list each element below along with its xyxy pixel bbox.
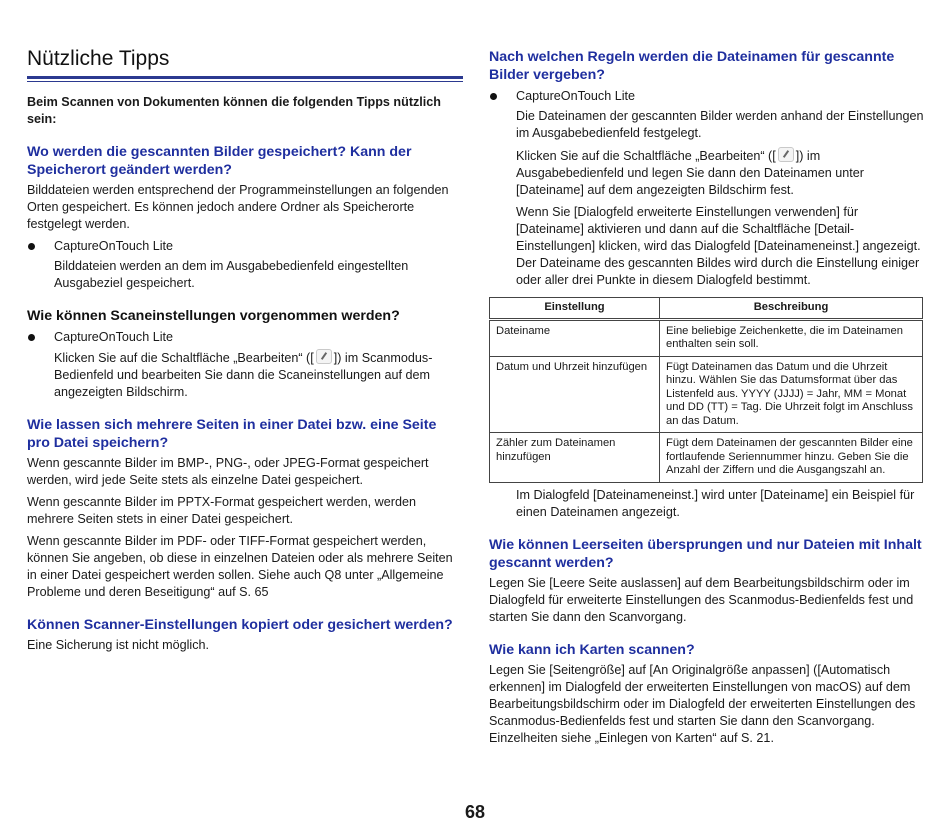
left-column — [27, 46, 463, 659]
paragraph — [27, 349, 463, 401]
edit-pencil-icon — [316, 349, 332, 364]
paragraph: Wenn gescannte Bilder im PDF- oder TIFF-Format gespeichert werden, können Sie angeben, ob diese in einzelnen Dateien oder als mehrere Seiten in einer Datei gespeichert werden sollen. Siehe auch Q8 unter „Allgemeine Probleme und deren Beseitigung“ auf S. 65 — [27, 534, 453, 599]
page-number: 68 — [464, 802, 486, 822]
paragraph: Bilddateien werden entsprechend der Programmeinstellungen an folgenden Orten gespeichert. Es können jedoch andere Ordner als Speicherorte festgelegt werden. — [27, 183, 449, 231]
paragraph: Wenn gescannte Bilder im PPTX-Format gespeichert werden, werden mehrere Seiten stets in einer Datei gespeichert. — [27, 495, 416, 526]
table-header-row — [490, 298, 923, 320]
paragraph: Die Dateinamen der gescannten Bilder werden anhand der Einstellungen im Ausgabebedienfeld festgelegt. — [516, 109, 924, 140]
bullet-dot-icon — [28, 243, 35, 250]
table-cell: Fügt dem Dateinamen der gescannten Bilder eine fortlaufende Seriennummer hinzu. Geben Sie die Anzahl der Ziffern und die Ausgangszahl an. — [660, 433, 923, 483]
intro-text: Beim Scannen von Dokumenten können die folgenden Tipps nützlich sein: — [27, 95, 442, 126]
section-file-names — [489, 48, 925, 521]
paragraph — [489, 147, 925, 199]
table-row — [490, 433, 923, 483]
title-rule-thin — [27, 81, 463, 82]
section-storage-location — [27, 143, 463, 292]
table-header-cell: Einstellung — [490, 298, 660, 320]
bullet-label: CaptureOnTouch Lite — [54, 239, 174, 253]
paragraph: Eine Sicherung ist nicht möglich. — [27, 638, 210, 652]
table-cell: Fügt Dateinamen das Datum und die Uhrzeit hinzu. Wählen Sie das Datumsformat über das Listenfeld aus. YYYY (JJJJ) = Jahr, MM = Monat und DD (TT) = Tag. Die Uhrzeit folgt im Anschluss an das Datum. — [660, 356, 923, 433]
paragraph: Wenn Sie [Dialogfeld erweiterte Einstellungen verwenden] für [Dateiname] aktivieren und dann auf die Schaltfläche [Detail-Einstellungen] klicken, wird das Dialogfeld [Dateinameneinst.] angezeigt. Der Dateiname des gescannten Bildes wird durch die Einstellung einiger oder aller drei Punkte in diesem Dialogfeld bestimmt. — [516, 205, 921, 287]
section-heading: Wie können Scaneinstellungen vorgenommen werden? — [27, 308, 400, 324]
section-heading: Wie kann ich Karten scannen? — [489, 641, 695, 658]
text-run: ]) im Scanmodus-Bedienfeld und bearbeiten Sie dann die Scaneinstellungen auf dem angezeigten Bildschirm. — [54, 351, 433, 399]
table-cell: Eine beliebige Zeichenkette, die im Dateinamen enthalten sein soll. — [660, 319, 923, 356]
paragraph: Legen Sie [Seitengröße] auf [An Originalgröße anpassen] ([Automatisch erkennen] im Dialogfeld der erweiterten Einstellungen von macOS) auf dem Bearbeitungsbildschirm oder im Dialogfeld der erweiterten Einstellungen des Scanmodus-Bedienfelds fest und starten Sie dann den Scanvorgang. Einzelheiten siehe „Einlegen von Karten“ auf S. 21. — [489, 662, 916, 745]
section-scan-cards — [489, 641, 925, 747]
section-heading: Wie lassen sich mehrere Seiten in einer Datei bzw. eine Seite pro Datei speichern? — [27, 417, 437, 451]
section-heading: Nach welchen Regeln werden die Dateinamen für gescannte Bilder vergeben? — [489, 49, 895, 83]
bullet-dot-icon — [28, 334, 35, 341]
title-rule-thick — [27, 76, 463, 79]
table-row — [490, 319, 923, 356]
filename-settings-table — [489, 297, 923, 483]
bullet-label: CaptureOnTouch Lite — [54, 330, 174, 344]
table-cell: Zähler zum Dateinamen hinzufügen — [490, 433, 660, 483]
paragraph: Bilddateien werden an dem im Ausgabebedienfeld eingestellten Ausgabeziel gespeichert. — [54, 259, 409, 290]
paragraph: Im Dialogfeld [Dateinameneinst.] wird unter [Dateiname] ein Beispiel für einen Dateinamen angezeigt. — [516, 487, 915, 519]
bullet-item — [489, 88, 925, 105]
section-backup — [27, 616, 463, 654]
bullet-label: CaptureOnTouch Lite — [516, 89, 636, 103]
bullet-dot-icon — [490, 93, 497, 100]
paragraph: Wenn gescannte Bilder im BMP-, PNG-, oder JPEG-Format gespeichert werden, wird jede Seite stets als einzelne Datei gespeichert. — [27, 456, 429, 487]
section-blank-pages — [489, 536, 925, 626]
section-heading: Wie können Leerseiten übersprungen und nur Dateien mit Inhalt gescannt werden? — [489, 536, 922, 571]
bullet-item — [27, 329, 463, 346]
text-run: Klicken Sie auf die Schaltfläche „Bearbeiten“ ([ — [516, 149, 776, 163]
table-header-cell: Beschreibung — [660, 298, 923, 320]
section-scan-settings — [27, 307, 463, 401]
section-heading: Wo werden die gescannten Bilder gespeichert? Kann der Speicherort geändert werden? — [27, 144, 412, 178]
table-cell: Dateiname — [490, 319, 660, 356]
paragraph: Legen Sie [Leere Seite auslassen] auf dem Bearbeitungsbildschirm oder im Dialogfeld für erweiterte Einstellungen des Scanmodus-Bedienfelds fest und starten Sie dann den Scanvorgang. — [489, 575, 914, 624]
text-run: Klicken Sie auf die Schaltfläche „Bearbeiten“ ([ — [54, 351, 314, 365]
right-column — [489, 36, 925, 752]
table-cell: Datum und Uhrzeit hinzufügen — [490, 356, 660, 433]
edit-pencil-icon — [778, 147, 794, 162]
section-multi-page — [27, 416, 463, 601]
bullet-item — [27, 238, 463, 255]
text-run: ]) im Ausgabebedienfeld und legen Sie dann den Dateinamen unter [Dateiname] auf dem angezeigten Bildschirm fest. — [516, 149, 865, 197]
page-title: Nützliche Tipps — [27, 47, 170, 70]
table-row — [490, 356, 923, 433]
section-heading: Können Scanner-Einstellungen kopiert oder gesichert werden? — [27, 617, 453, 633]
